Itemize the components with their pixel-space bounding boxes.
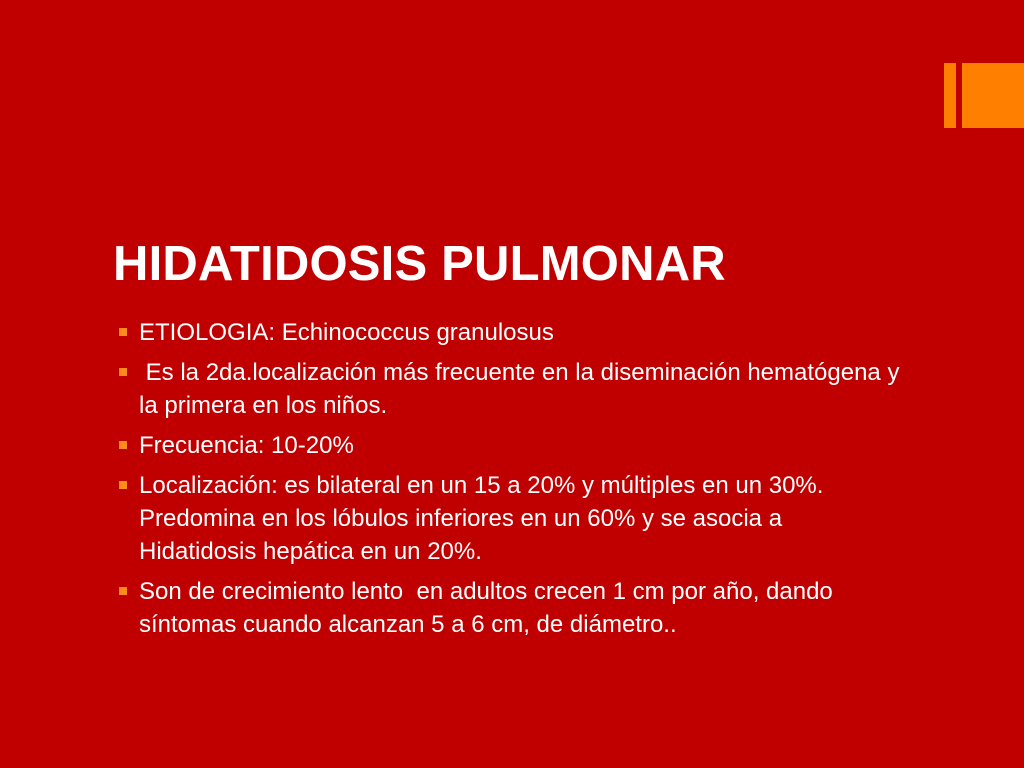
bullet-text: Es la 2da.localización más frecuente en la diseminación hematógena y la primera en los niños. [139, 359, 907, 419]
bullet-item [116, 575, 906, 641]
accent-bar-wide [962, 63, 1024, 128]
bullet-square-icon [119, 481, 127, 489]
bullet-list [116, 316, 906, 648]
bullet-item [116, 316, 906, 349]
bullet-text: Frecuencia: 10-20% [139, 432, 354, 459]
bullet-square-icon [119, 328, 127, 336]
bullet-text: Localización: es bilateral en un 15 a 20% y múltiples en un 30%. Predomina en los lóbulos inferiores en un 60% y se asocia a Hidatidosis hepática en un 20%. [139, 472, 824, 565]
accent-bar-thin [944, 63, 956, 128]
bullet-square-icon [119, 441, 127, 449]
bullet-text: Son de crecimiento lento en adultos crecen 1 cm por año, dando síntomas cuando alcanzan 5 a 6 cm, de diámetro.. [139, 578, 840, 638]
bullet-square-icon [119, 587, 127, 595]
bullet-text: ETIOLOGIA: Echinococcus granulosus [139, 319, 554, 346]
bullet-item [116, 429, 906, 462]
bullet-item [116, 469, 906, 568]
bullet-item [116, 356, 906, 422]
bullet-square-icon [119, 368, 127, 376]
slide-title: HIDATIDOSIS PULMONAR [113, 237, 726, 291]
